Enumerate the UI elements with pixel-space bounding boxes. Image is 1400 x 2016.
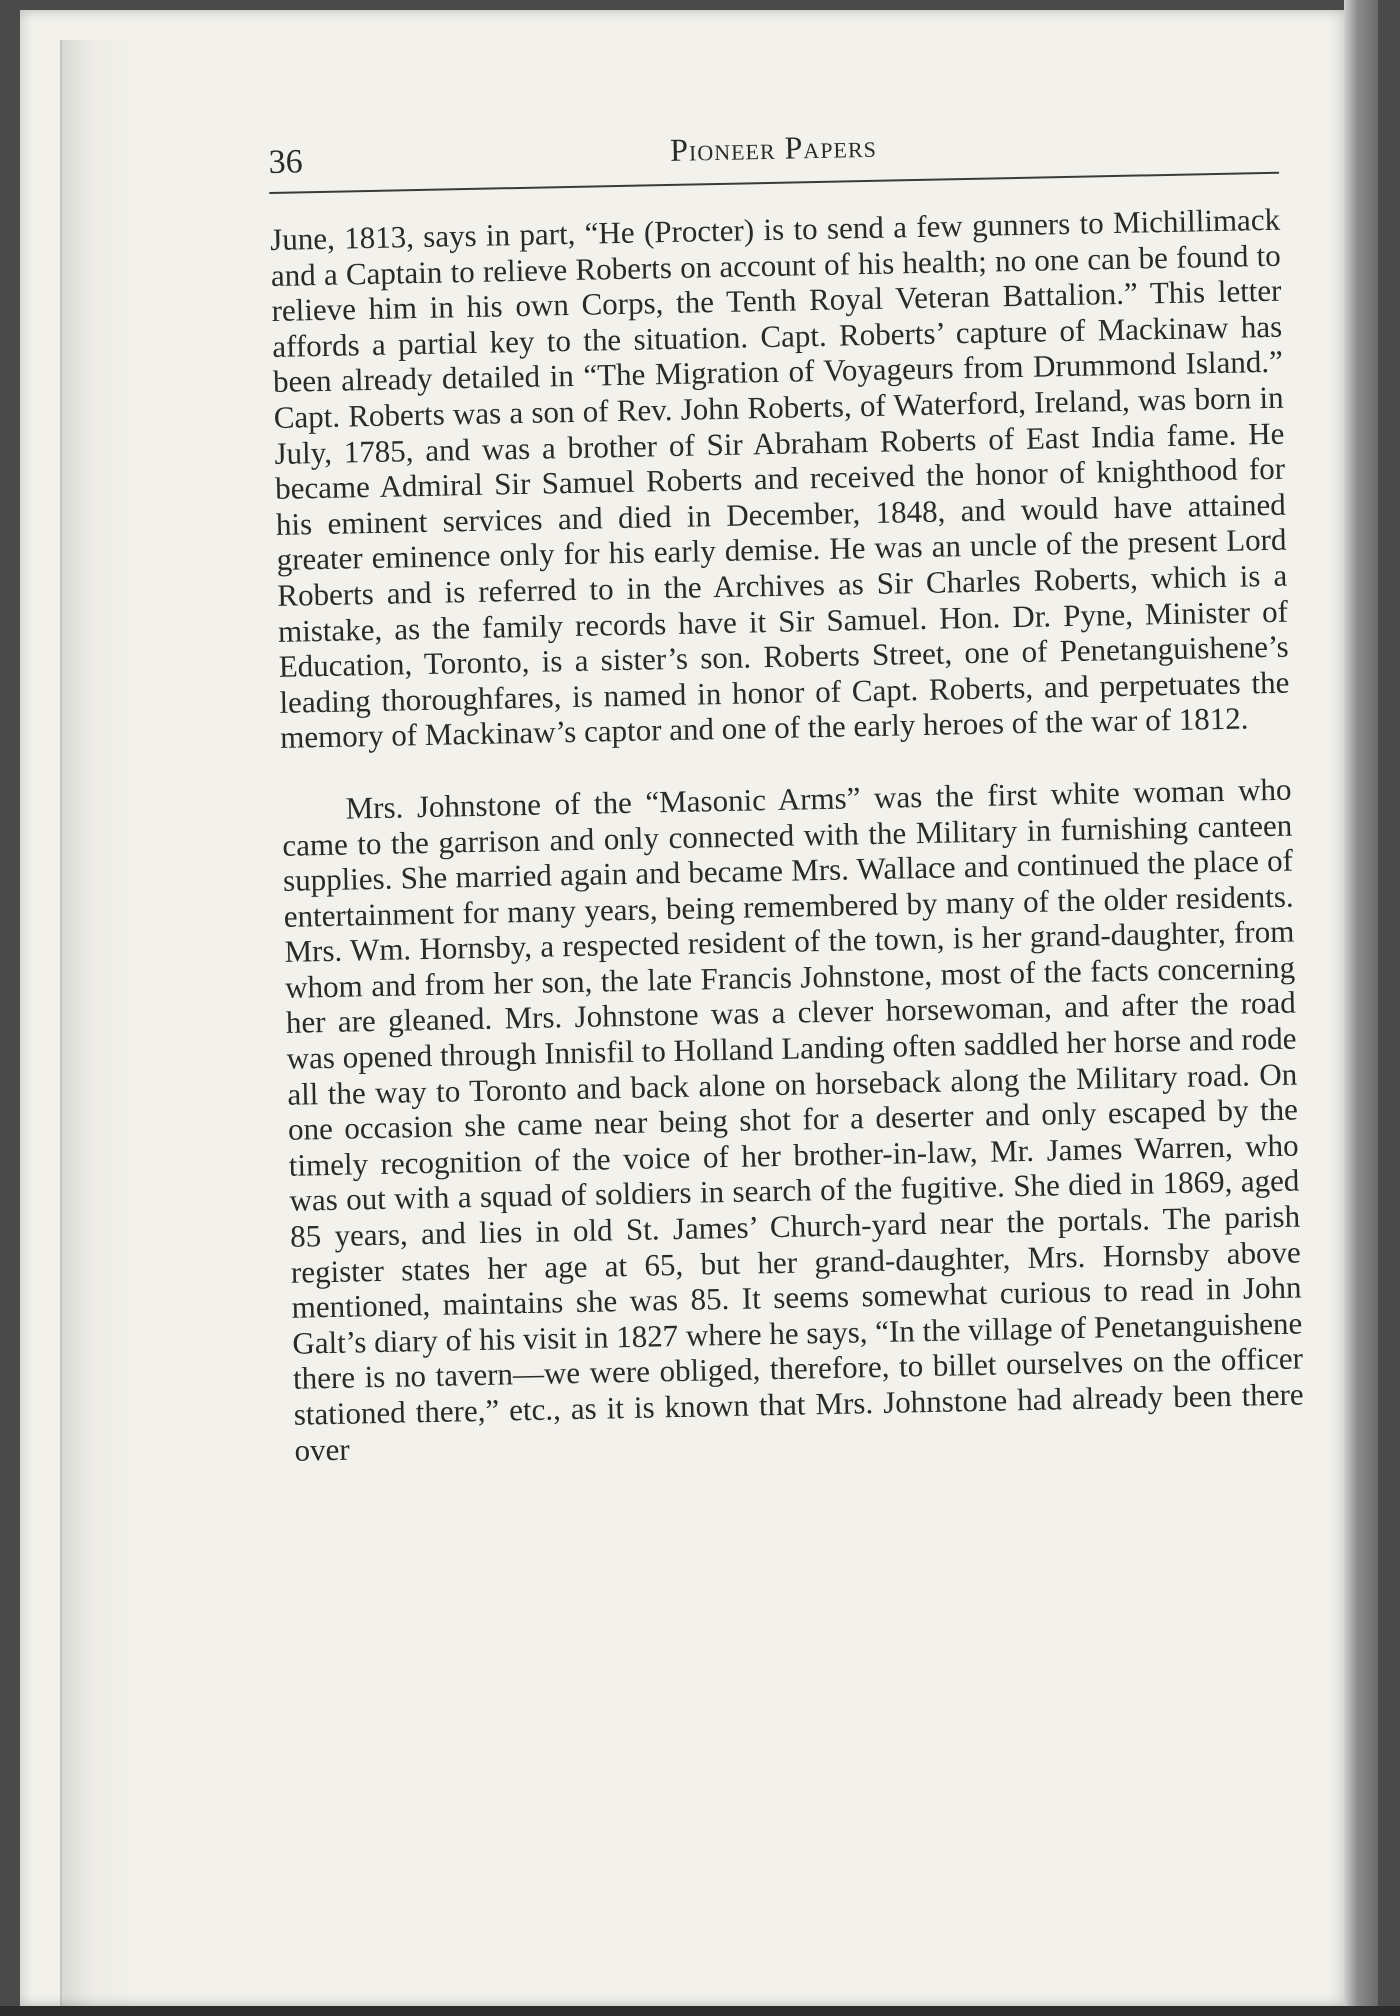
running-head: Pioneer Papers <box>669 127 878 168</box>
book-gutter <box>60 40 142 2010</box>
page-edge-stack <box>1344 0 1378 2016</box>
body-text <box>270 202 1305 1468</box>
paragraph-johnstone: Mrs. Johnstone of the “Masonic Arms” was the first white woman who came to the garrison and only connected with the Military in furnishing canteen supplies. She married again and became Mrs. Wallace and continued the place of entertainment for many years, being remembered by many of the older residents. Mrs. Wm. Hornsby, a respected resident of the town, is her grand-daughter, from whom and from her son, the late Francis Johnstone, most of the facts concerning her are gleaned. Mrs. Johnstone was a clever horsewoman, and after the road was opened through Innisfil to Holland Landing often saddled her horse and rode all the way to Toronto and back alone on horseback along the Military road. On one occasion she came near being shot for a deserter and only escaped by the timely recognition of the voice of her brother-in-law, Mr. James Warren, who was out with a squad of soldiers in search of the fugitive. She died in 1869, aged 85 years, and lies in old St. James’ Church-yard near the portals. The parish register states her age at 65, but her grand-daughter, Mrs. Hornsby above mentioned, maintains she was 85. It seems somewhat curious to read in John Galt’s diary of his visit in 1827 where he says, “In the village of Penetanguishene there is no tavern—we were obliged, therefore, to billet ourselves on the officer stationed there,” etc., as it is known that Mrs. Johnstone had already been there over <box>281 771 1304 1468</box>
page-number: 36 <box>268 143 304 181</box>
page-content <box>268 110 1305 1468</box>
bottom-shadow <box>0 2006 1400 2016</box>
paragraph-roberts: June, 1813, says in part, “He (Procter) is to send a few gunners to Michillimack and a Captain to relieve Roberts on account of his health; no one can be found to relieve him in his own Corps, the Tenth Royal Veteran Battalion.” This letter affords a partial key to the situation. Capt. Roberts’ capture of Mackinaw has been already detailed in “The Migration of Voyageurs from Drummond Island.” Capt. Roberts was a son of Rev. John Roberts, of Waterford, Ireland, was born in July, 1785, and was a brother of Sir Abraham Roberts of East India fame. He became Admiral Sir Samuel Roberts and received the honor of knighthood for his eminent services and died in December, 1848, and would have attained greater eminence only for his early demise. He was an uncle of the present Lord Roberts and is referred to in the Archives as Sir Charles Roberts, which is a mistake, as the family records have it Sir Samuel. Hon. Dr. Pyne, Minister of Education, Toronto, is a sister’s son. Roberts Street, one of Penetanguishene’s leading thoroughfares, is named in honor of Capt. Roberts, and perpetuates the memory of Mackinaw’s captor and one of the early heroes of the war of 1812. <box>269 201 1290 756</box>
